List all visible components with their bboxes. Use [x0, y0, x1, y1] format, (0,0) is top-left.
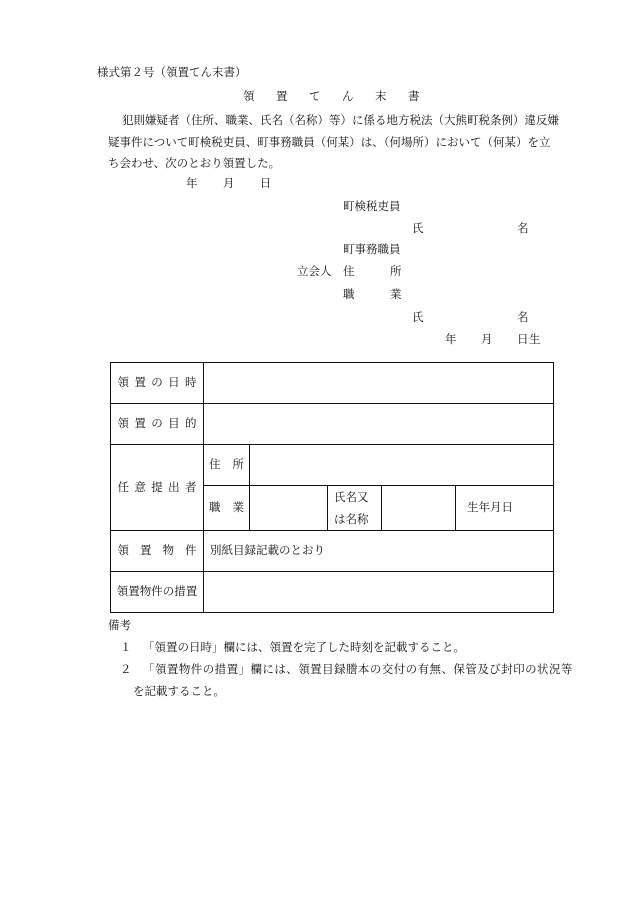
remark-1-number: １	[120, 640, 132, 654]
table-row	[111, 531, 554, 572]
items-value-cell	[204, 531, 554, 572]
body-line-2: 疑事件について町検税吏員、町事務職員（何某）は、（何場所）において（何某）を立	[108, 135, 551, 149]
address-value-cell	[250, 445, 554, 486]
items-label: 領置物件	[117, 543, 208, 558]
submitter-label: 任意提出者	[117, 479, 202, 494]
seizure-purpose-label: 領置の目的	[117, 416, 202, 431]
address-label-cell	[204, 445, 256, 486]
remark-1-line-1: 「領置の日時」欄には、領置を完了した時刻を記載すること。	[143, 640, 465, 654]
occupation-value-cell	[250, 486, 328, 531]
items-disposition-label: 領置物件の措置	[116, 584, 198, 599]
remarks-heading: 備考	[108, 618, 131, 632]
occupation-label: 職業	[209, 500, 256, 515]
seizure-purpose-value-cell	[204, 404, 554, 445]
name-label-line-1: 氏名又	[334, 490, 369, 504]
tax-officer-name-label: 氏名	[412, 221, 622, 235]
witness-address-label: 住所	[343, 264, 437, 278]
name-label-cell	[328, 486, 382, 531]
remark-2-number: ２	[120, 662, 132, 676]
tax-officer-label: 町検税吏員	[343, 199, 401, 213]
seizure-datetime-label-cell	[111, 363, 204, 404]
items-label-cell	[111, 531, 208, 572]
seizure-datetime-label: 領置の日時	[117, 375, 202, 390]
birthdate-cell	[456, 486, 554, 531]
witness-birth-label: 年 月 日生	[445, 332, 541, 346]
clerk-label: 町事務職員	[343, 242, 401, 256]
body-line-3: ち会わせ、次のとおり領置した。	[108, 156, 281, 170]
table-row	[111, 404, 554, 445]
seizure-purpose-label-cell	[111, 404, 204, 445]
submitter-label-cell	[111, 445, 204, 531]
seizure-table	[110, 362, 554, 613]
occupation-label-cell	[204, 486, 256, 531]
address-label: 住所	[209, 457, 256, 472]
table-row	[111, 363, 554, 404]
seizure-datetime-value-cell	[204, 363, 554, 404]
document-title: 領置てん末書	[243, 89, 441, 103]
form-number: 様式第２号（領置てん末書）	[97, 65, 247, 79]
birthdate-label: 生年月日	[467, 500, 513, 515]
items-disposition-label-cell	[111, 572, 204, 613]
items-value: 別紙目録記載のとおり	[210, 543, 325, 558]
table-row	[111, 572, 554, 613]
name-value-cell	[382, 486, 456, 531]
items-disposition-value-cell	[204, 572, 554, 613]
name-label-line-2: は名称	[334, 512, 369, 526]
witness-label: 立会人	[297, 264, 332, 278]
witness-name-label: 氏名	[412, 310, 622, 324]
witness-occupation-label: 職業	[343, 287, 437, 301]
document-date: 年 月 日	[186, 176, 273, 190]
remark-2-line-1: 「領置物件の措置」欄には、領置目録謄本の交付の有無、保管及び封印の状況等	[143, 662, 573, 676]
body-line-1: 犯則嫌疑者（住所、職業、氏名（名称）等）に係る地方税法（大熊町税条例）違反嫌	[122, 113, 559, 127]
table-row	[111, 445, 554, 486]
remark-2-line-2: を記載すること。	[133, 684, 225, 698]
